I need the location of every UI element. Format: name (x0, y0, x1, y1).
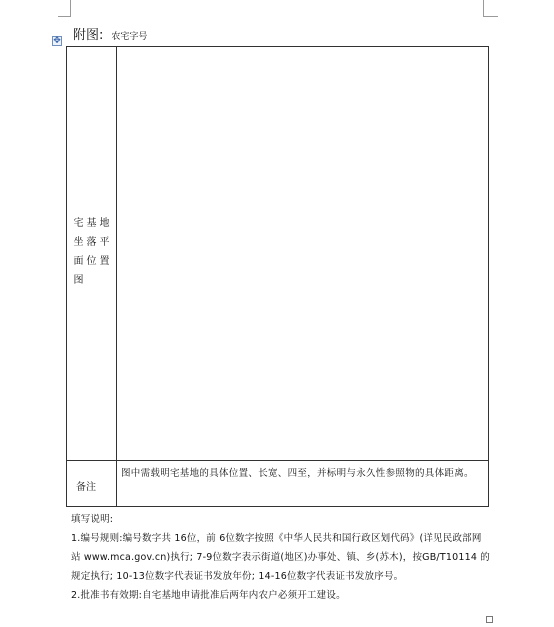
crop-mark-top-left (58, 0, 71, 17)
table-row-divider (66, 460, 489, 461)
instructions-item: 2.批准书有效期:自宅基地申请批准后两年内农户必须开工建设。 (71, 590, 346, 601)
label-char: 基 (86, 218, 97, 229)
instructions-title: 填写说明: (71, 514, 114, 525)
label-char: 平 (99, 237, 110, 248)
label-char: 落 (86, 237, 97, 248)
site-plan-table (66, 46, 489, 507)
label-char: 地 (99, 218, 110, 229)
crop-mark-top-right (483, 0, 498, 17)
attachment-label: 附图: (73, 28, 104, 43)
table-column-divider (116, 46, 117, 507)
attachment-heading (73, 24, 147, 43)
label-char: 位 (86, 256, 97, 267)
remarks-text: 图中需载明宅基地的具体位置、长宽、四至，并标明与永久性参照物的具体距离。 (121, 468, 474, 479)
attachment-subtitle: 农宅字号 (111, 32, 148, 42)
paragraph-end-mark (486, 616, 493, 623)
label-char: 置 (99, 256, 110, 267)
instructions-item: 1.编号规则:编号数字共 16位，前 6位数字按照《中华人民共和国行政区划代码》(详见民政部网站 www.mca.gov.cn)执行; 7-9位数字表示街道(地区)办事处、镇、乡(苏木)，按GB/T10114 的规定执行; 10-13位数字代表证书发放年份; 14-16位数字代表证书发放序号。 (71, 533, 490, 582)
label-char: 宅 (73, 218, 84, 229)
site-plan-row-label (72, 214, 114, 290)
label-char: 面 (73, 256, 84, 267)
label-char: 坐 (73, 237, 84, 248)
table-move-handle-icon[interactable]: ✥ (53, 36, 61, 46)
filling-instructions (71, 510, 491, 605)
remarks-label: 备注 (76, 482, 96, 493)
label-char: 图 (73, 275, 84, 286)
